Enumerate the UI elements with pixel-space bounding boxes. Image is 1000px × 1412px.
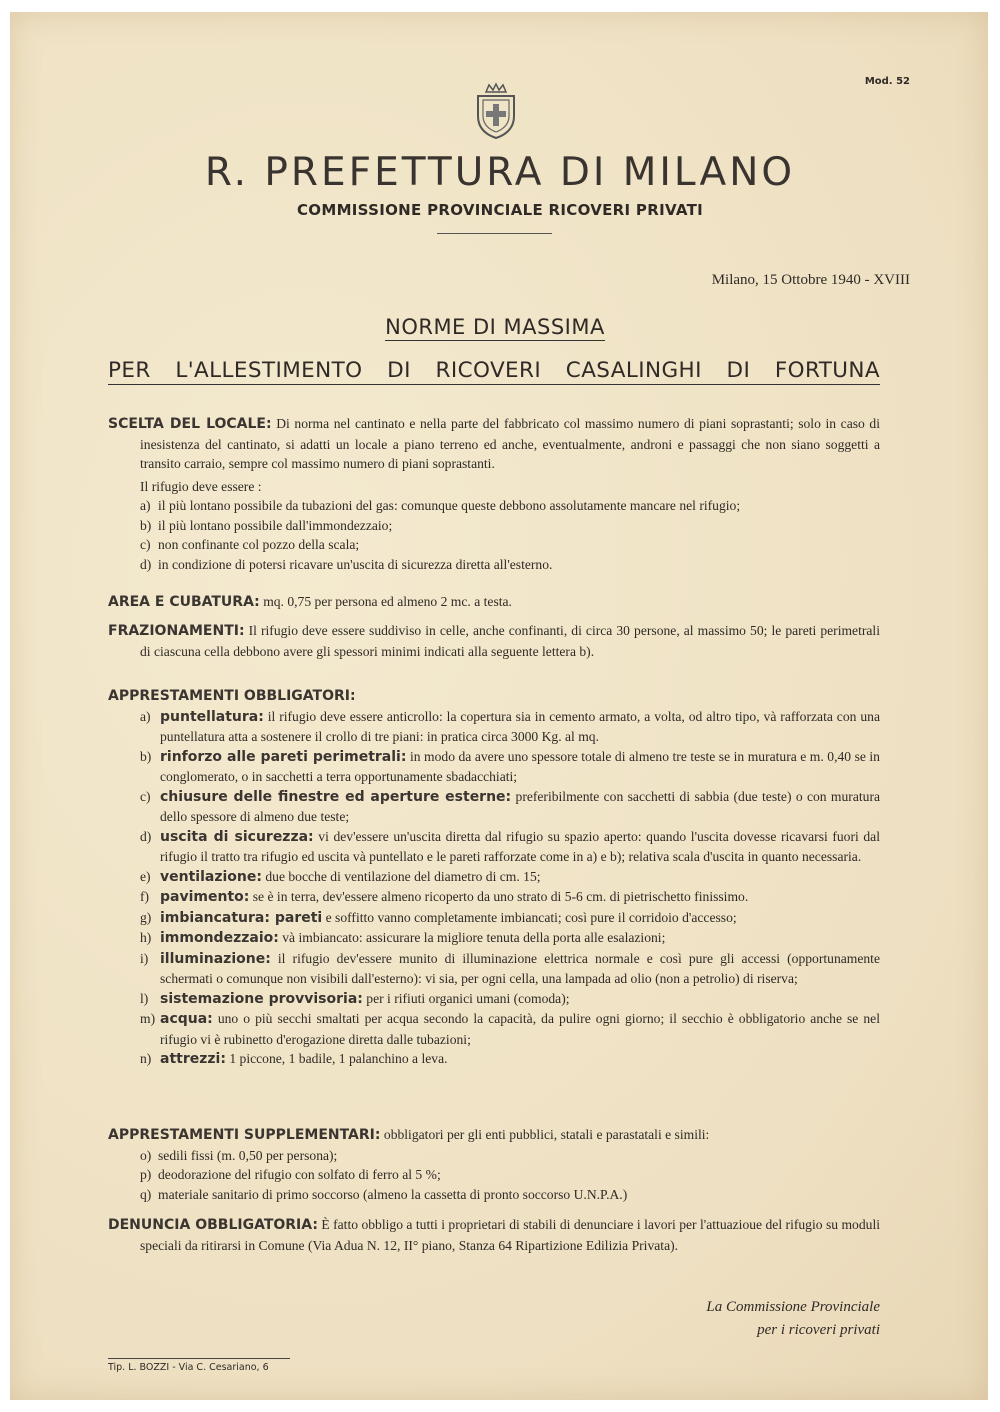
item-description: per i rifiuti organici umani (comoda); [366,990,570,1006]
list-item [108,1049,880,1070]
list-item [108,787,880,827]
form-code: Mod. 52 [864,76,910,87]
list-item [108,496,880,516]
item-description: in condizione di potersi ricavare un'uscita di sicurezza diretta all'esterno. [158,556,553,572]
item-text [158,496,880,516]
item-term: sistemazione provvisoria: [160,990,363,1007]
item-description: e soffitto vanno completamente imbiancati; così pure il corridoio d'accesso; [325,909,737,925]
section-supplementari [108,1125,880,1204]
item-letter: c) [140,537,151,552]
item-term: immondezzaio: [160,930,279,946]
item-letter: b) [140,748,152,764]
heading-norme-text: NORME DI MASSIMA [385,315,605,339]
item-description: il più lontano possibile dall'immondezzaio; [158,517,393,533]
item-text [158,1185,880,1205]
item-text [158,555,880,575]
item-description: se è in terra, dev'essere almeno ricoperto da uno strato di 5-6 cm. di pietrischetto finissimo. [252,889,749,904]
item-description: preferibilmente con sacchetti di sabbia (due teste) o con muratura dello spessore di almeno due teste; [160,788,880,824]
item-letter: g) [140,909,152,925]
item-term: ventilazione: [160,868,262,885]
item-text [160,1009,880,1049]
item-letter: a) [140,498,151,513]
item-description: materiale sanitario di primo soccorso (almeno la cassetta di pronto soccorso U.N.P.A.) [158,1186,628,1202]
item-letter: b) [140,517,152,533]
item-letter: l) [140,990,149,1006]
item-term: attrezzi: [160,1051,226,1067]
denuncia-label: DENUNCIA OBBLIGATORIA: [108,1217,318,1233]
item-term: uscita di sicurezza: [160,828,314,845]
item-text [160,1049,880,1070]
list-item [108,867,880,888]
list-item [108,1165,880,1185]
frazionamenti-text: Il rifugio deve essere suddiviso in celle, anche confinanti, di circa 30 persone, al massimo 50; le pareti perimetrali di ciascuna cella debbono avere gli spessori minimi indicati alla seguente lettera b). [140,623,880,659]
item-letter: m) [140,1011,156,1026]
section-denuncia [108,1215,880,1255]
scelta-paragraph [108,414,880,474]
heading-allestimento: PER L'ALLESTIMENTO DI RICOVERI CASALINGHI DI FORTUNA [108,358,880,383]
supplementari-text: obbligatori per gli enti pubblici, statali e parastatali e simili: [383,1127,710,1142]
section-frazionamenti [108,621,880,661]
item-term: rinforzo alle pareti perimetrali: [160,748,407,765]
item-text [158,1146,880,1166]
item-description: il rifugio dev'essere munito di illuminazione elettrica normale e così pure gli accessi (opportunamente schermati o comunque non visibili dall'esterno): vi sia, per ogni cella, una lampada ad olio (non a petrolio) di riserva; [160,950,880,986]
item-text [160,928,880,949]
list-item [108,827,880,867]
scelta-intro: Il rifugio deve essere : [140,478,262,494]
supplementari-label: APPRESTAMENTI SUPPLEMENTARI: [108,1127,381,1143]
item-letter: c) [140,788,151,804]
item-term: puntellatura: [160,708,264,725]
list-item [108,887,880,908]
item-text [160,707,880,747]
obbligatori-label: APPRESTAMENTI OBBLIGATORI: [108,688,356,704]
item-term: illuminazione: [160,950,271,967]
list-item [108,928,880,949]
item-description: uno o più secchi smaltati per acqua secondo la capacità, da pulire ogni giorno; il secchio è obbligatorio anche se nel rifugio vi è rubinetto d'erogazione diretta dalle tubazioni; [160,1011,880,1047]
item-letter: d) [140,556,152,572]
item-description: il più lontano possibile da tubazioni del gas: comunque queste debbono assolutamente mancare nel rifugio; [158,498,741,513]
item-letter: i) [140,950,149,966]
item-term: pavimento: [160,889,250,905]
supplementari-list [108,1146,880,1205]
item-letter: p) [140,1167,152,1182]
item-letter: n) [140,1051,152,1066]
item-description: il rifugio deve essere anticrollo: la copertura sia in cemento armato, a volta, od altro tipo, và rafforzata con una puntellatura atta a sostenere il crollo di tre piani: in pratica circa 3000 Kg. al mq. [160,708,880,744]
signature-line-1: La Commissione Provinciale [706,1299,880,1315]
heading-norme [0,315,990,339]
scelta-text: Di norma nel cantinato e nella parte del fabbricato col massimo numero di piani soprastanti; solo in caso di inesistenza del cantinato, si adatti un locale a piano terreno ed anche, eventualmente, androni e passaggi che non siano soggetti a transito carraio, sempre col massimo numero di piani soprastanti. [140,416,880,471]
item-text [160,867,880,888]
obbligatori-list [108,707,880,1070]
list-item [108,949,880,989]
scelta-list [108,496,880,574]
item-description: in modo da avere uno spessore totale di almeno tre teste se in muratura e m. 0,40 se in conglomerato, o in sacchetti a terra opportunamente sbadacchiati; [160,748,880,784]
divider [437,233,552,234]
item-term: acqua: [160,1011,213,1027]
item-text [160,887,880,908]
item-text [160,989,880,1010]
section-obbligatori [108,687,880,1070]
item-text [160,908,880,929]
list-item [108,516,880,536]
list-item [108,535,880,555]
item-text [158,535,880,555]
printer-credit: Tip. L. BOZZI - Via C. Cesariano, 6 [108,1358,290,1373]
list-item [108,1146,880,1166]
document-title: R. PREFETTURA DI MILANO [204,150,796,195]
list-item [108,908,880,929]
signature [706,1296,880,1342]
list-item [108,555,880,575]
scelta-label: SCELTA DEL LOCALE: [108,416,272,432]
item-letter: o) [140,1147,152,1163]
item-description: vi dev'essere un'uscita diretta dal rifugio su spazio aperto: quando l'uscita dovesse ricavarsi fuori dal rifugio il tratto tra rifugio ed uscita và puntellato e le pareti rafforzate come in a) e b); relativa scala d'uscita in quanto necessaria. [160,828,880,864]
signature-line-2: per i ricoveri privati [757,1322,880,1338]
item-letter: q) [140,1186,152,1202]
document-subtitle: COMMISSIONE PROVINCIALE RICOVERI PRIVATI [296,201,703,219]
item-text [158,516,880,536]
item-letter: f) [140,889,150,904]
section-area [108,592,880,613]
list-item [108,989,880,1010]
royal-coat-of-arms-icon [472,82,520,140]
item-description: non confinante col pozzo della scala; [158,537,360,552]
document-date: Milano, 15 Ottobre 1940 - XVIII [711,272,910,288]
item-description: 1 piccone, 1 badile, 1 palanchino a leva. [229,1051,448,1066]
item-letter: d) [140,828,152,844]
area-label: AREA E CUBATURA: [108,594,260,610]
list-item [108,747,880,787]
item-text [160,827,880,867]
item-description: và imbiancato: assicurare la migliore tenuta della porta alle esalazioni; [282,930,666,945]
item-description: due bocche di ventilazione del diametro di cm. 15; [265,868,541,884]
item-description: sedili fissi (m. 0,50 per persona); [158,1147,338,1163]
area-text: mq. 0,75 per persona ed almeno 2 mc. a testa. [263,594,512,609]
item-description: deodorazione del rifugio con solfato di ferro al 5 %; [158,1167,441,1182]
item-text [160,949,880,989]
section-scelta [108,414,880,574]
item-text [160,747,880,787]
item-letter: e) [140,868,151,884]
list-item [108,707,880,747]
item-letter: a) [140,708,151,724]
item-term: imbiancatura: pareti [160,909,323,926]
list-item [108,1009,880,1049]
frazionamenti-label: FRAZIONAMENTI: [108,623,245,639]
item-letter: h) [140,930,152,945]
denuncia-text: È fatto obbligo a tutti i proprietari di stabili di denunciare i lavori per l'attuazioue del rifugio su moduli speciali da ritirarsi in Comune (Via Adua N. 12, II° piano, Stanza 64 Ripartizione Edilizia Privata). [140,1217,880,1253]
item-text [158,1165,880,1185]
list-item [108,1185,880,1205]
item-text [160,787,880,827]
item-term: chiusure delle finestre ed aperture esterne: [160,788,512,805]
